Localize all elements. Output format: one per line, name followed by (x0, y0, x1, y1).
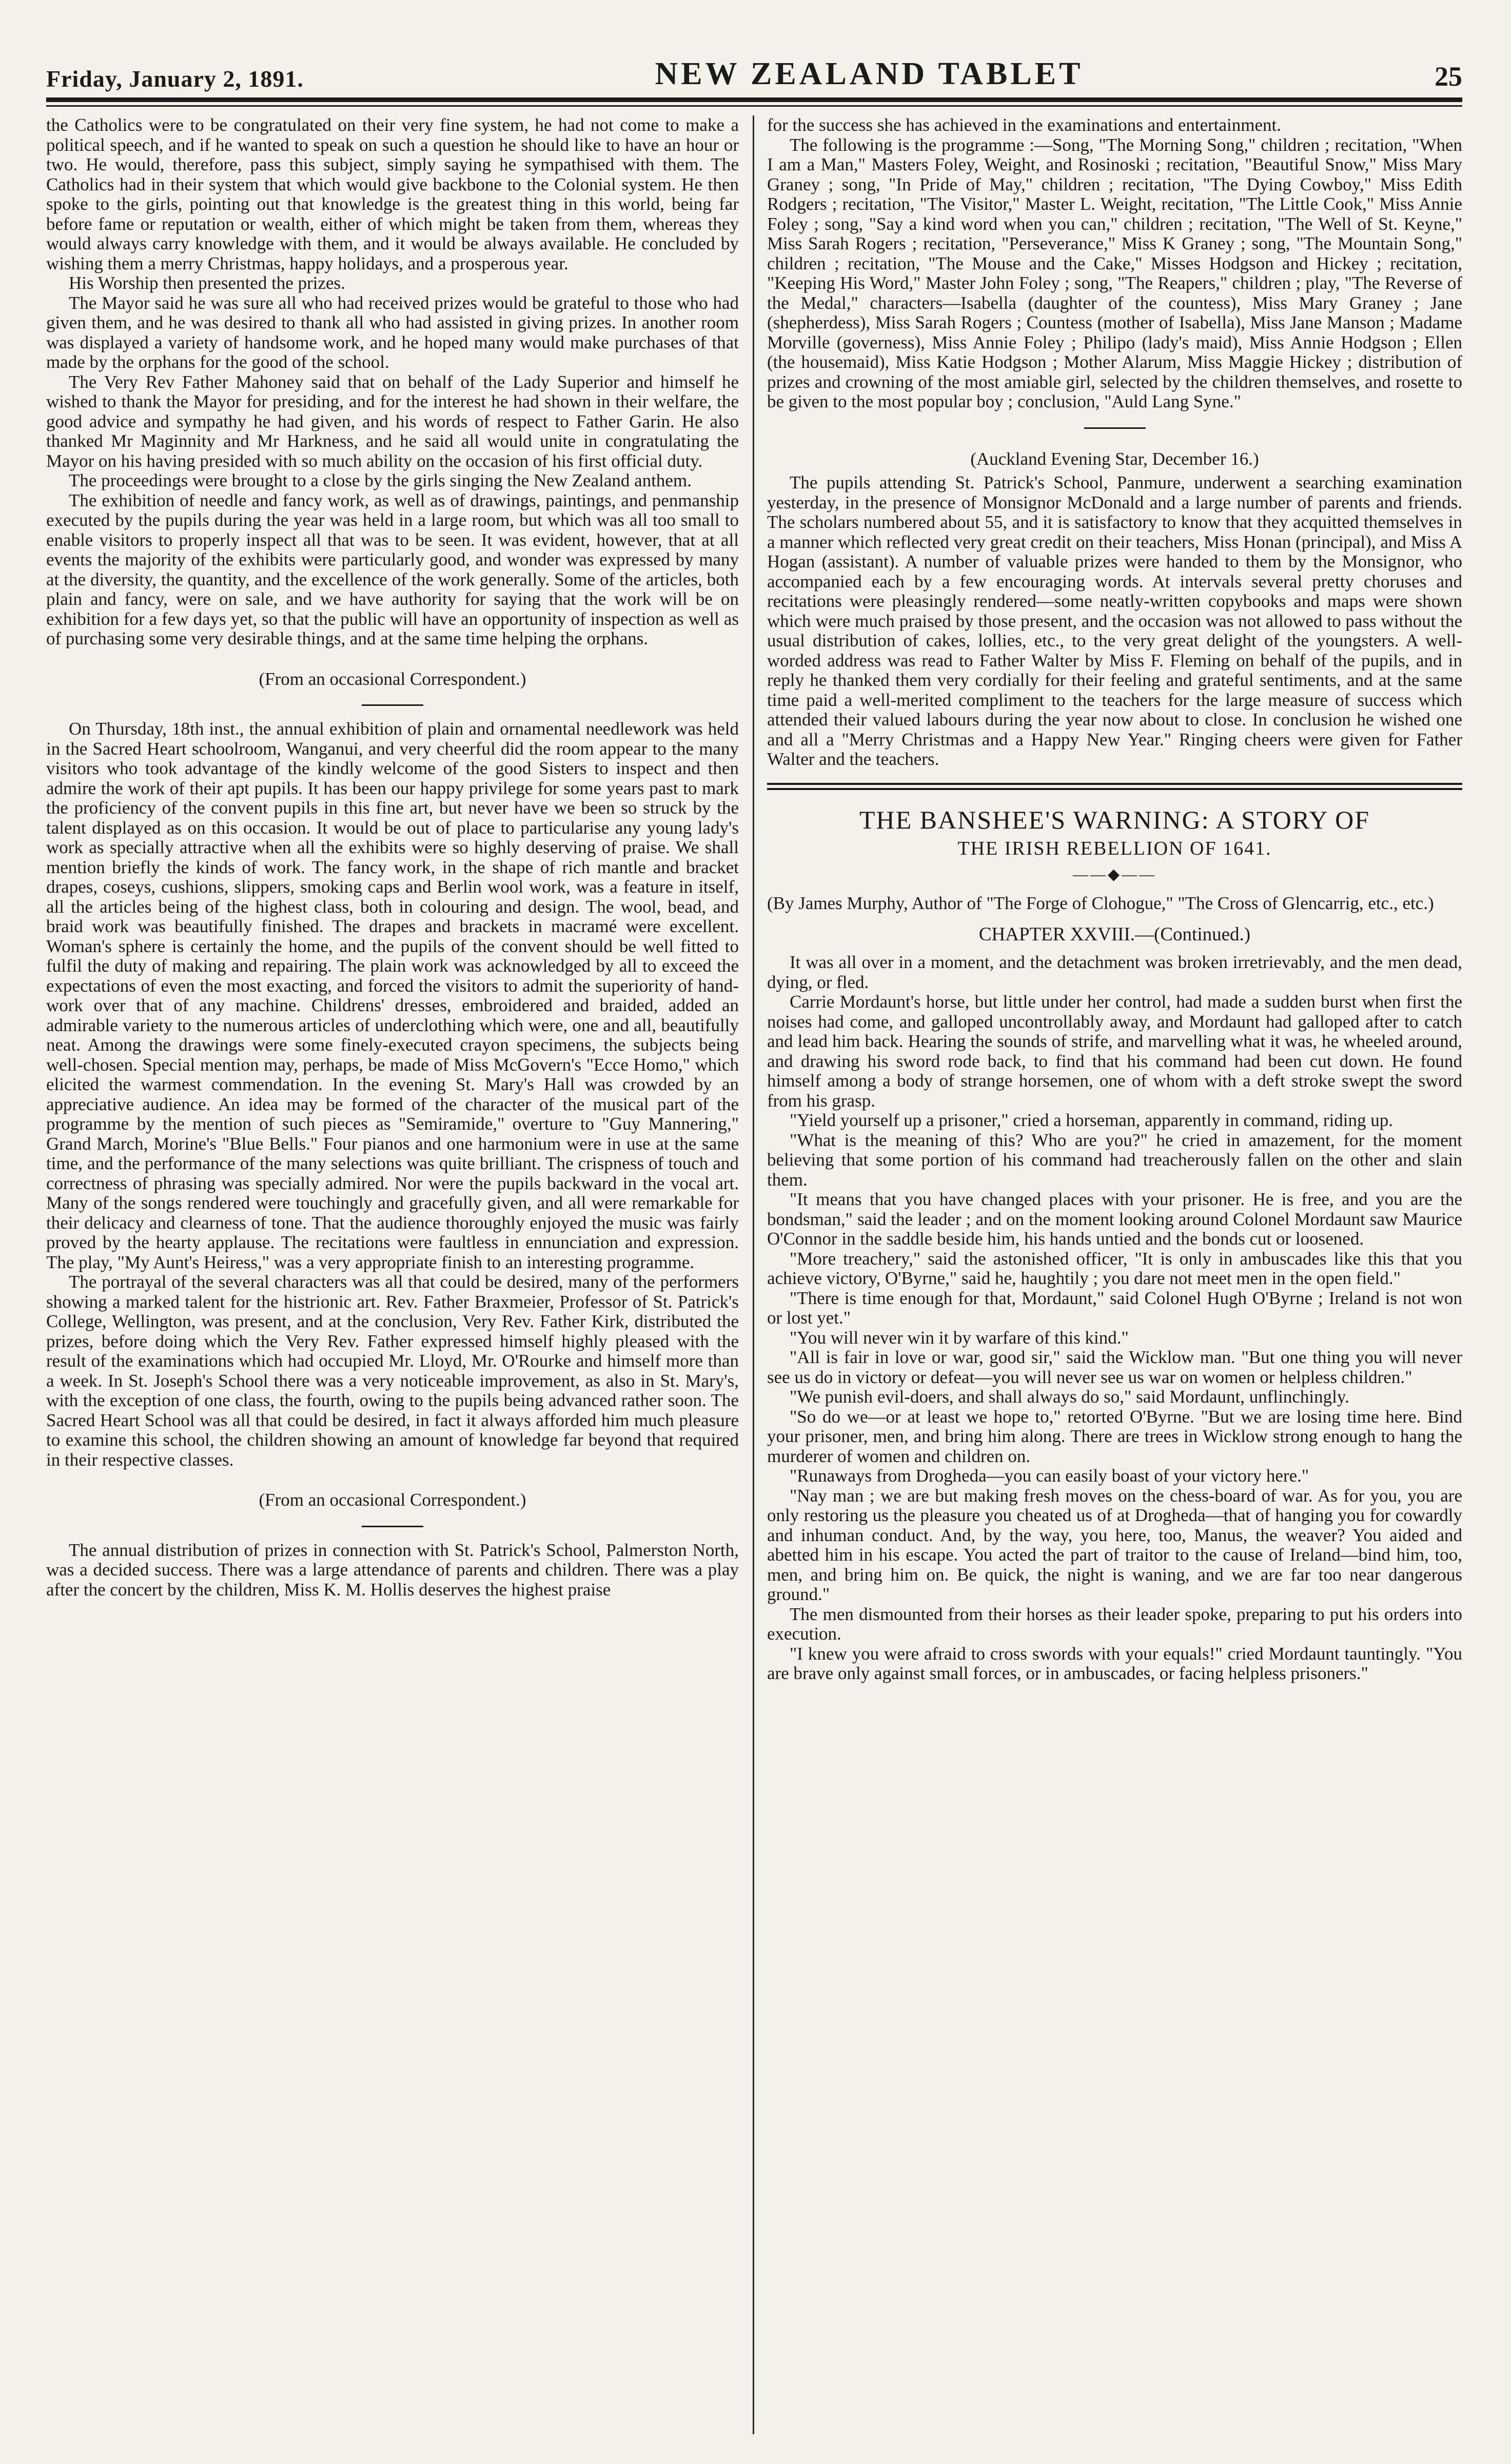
story-paragraph: "It means that you have changed places with your prisoner. He is free, and you are the bondsman," said the leader ; and on the moment looking around Colonel Mordaunt saw Maurice O'Connor in the saddle beside him, his hands untied and the bonds cut or loosened. (767, 1189, 1462, 1249)
correspondent-dateline: (From an occasional Correspondent.) (259, 668, 526, 689)
story-paragraph: "I knew you were afraid to cross swords with your equals!" cried Mordaunt tauntingly. "You are brave only against small forces, or in ambuscades, or facing helpless prisoners." (767, 1643, 1462, 1683)
story-paragraph: "Runaways from Drogheda—you can easily boast of your victory here." (790, 1466, 1309, 1486)
masthead (46, 36, 1462, 92)
article-paragraph: His Worship then presented the prizes. (69, 273, 345, 293)
article-paragraph: The proceedings were brought to a close by the girls singing the New Zealand anthem. (69, 470, 692, 490)
section-rule (362, 704, 423, 706)
story-paragraph: "We punish evil-doers, and shall always do so," said Mordaunt, unflinchingly. (790, 1387, 1349, 1407)
story-paragraph: "Yield yourself up a prisoner," cried a horseman, apparently in command, riding up. (790, 1110, 1394, 1130)
auckland-dateline: (Auckland Evening Star, December 16.) (970, 448, 1259, 469)
issue-date: Friday, January 2, 1891. (46, 66, 304, 92)
article-paragraph: The portrayal of the several characters was all that could be desired, many of the performers showing a marked talent for the histrionic art. Rev. Father Braxmeier, Professor of St. Patrick's College, Wellington, was present, and at the conclusion, Very Rev. Father Kirk, distributed the prizes, before doing which the Very Rev. Father expressed himself highly pleased with the result of the examinations which had occupied Mr. Lloyd, Mr. O'Rourke and himself more than a week. In St. Joseph's School there was a very noticeable improvement, as also in St. Mary's, with the exception of one class, the fourth, owing to the pupils being advanced rather soon. The Sacred Heart School was all that could be desired, in fact it always afforded him much pleasure to examine this school, the children showing an amount of knowledge far beyond that required in their respective classes. (46, 1272, 739, 1470)
story-paragraph: The men dismounted from their horses as their leader spoke, preparing to put his orders into execution. (767, 1604, 1462, 1644)
story-paragraph: "What is the meaning of this? Who are you?" he cried in amazement, for the moment believing that some portion of his command had treacherously fallen on the other and slain them. (767, 1130, 1462, 1190)
story-paragraph: "There is time enough for that, Mordaunt," said Colonel Hugh O'Byrne ; Ireland is not won or lost yet." (767, 1288, 1462, 1328)
masthead-rule-thick (46, 97, 1462, 102)
masthead-rule-thin (46, 105, 1462, 107)
story-paragraph: "All is fair in love or war, good sir," said the Wicklow man. "But one thing you will never see us do in victory or defeat—you will never see us war on women or helpless children." (767, 1347, 1462, 1387)
story-paragraph: "So do we—or at least we hope to," retorted O'Byrne. "But we are losing time here. Bind your prisoner, men, and bring him along. There are trees in Wicklow strong enough to hang the murderer of women and children on. (767, 1406, 1462, 1466)
chapter-heading: CHAPTER XXVIII.—(Continued.) (978, 923, 1251, 945)
story-byline: (By James Murphy, Author of "The Forge of Clohogue," "The Cross of Glencarrig, etc., etc.) (767, 893, 1434, 913)
right-column (767, 115, 1462, 2439)
article-paragraph: for the success she has achieved in the examinations and entertainment. (767, 115, 1282, 135)
story-subheadline: THE IRISH REBELLION OF 1641. (957, 837, 1272, 859)
programme-paragraph: The following is the programme :—Song, "The Morning Song," children ; recitation, "When I am a Man," Masters Foley, Weight, and Rosinoski ; recitation, "Beautiful Snow," Miss Mary Graney ; song, "In Pride of May," children ; recitation, "The Dying Cowboy," Miss Edith Rodgers ; recitation, "The Visitor," Master L. Weight, recitation, "The Little Cook," Miss Annie Foley ; song, "Say a kind word when you can," children ; recitation, "The Well of St. Keyne," Miss Sarah Rogers ; recitation, "Perseverance," Miss K Graney ; song, "The Mountain Song," children ; recitation, "The Mouse and the Cake," Misses Hodgson and Hickey ; recitation, "Keeping His Word," Master John Foley ; song, "The Reapers," children ; play, "The Reverse of the Medal," characters—Isabella (daughter of the countess), Miss Mary Graney ; Jane (shepherdess), Miss Sarah Rogers ; Countess (mother of Isabella), Miss Jane Manson ; Madame Morville (governess), Miss Annie Foley ; Philipo (lady's maid), Miss Annie Hodgson ; Ellen (the housemaid), Miss Katie Hodgson ; Mother Alarum, Miss Maggie Hickey ; distribution of prizes and crowning of the most amiable girl, selected by the children themselves, and rosette to be given to the most popular boy ; conclusion, "Auld Lang Syne." (767, 134, 1462, 411)
article-paragraph: The Mayor said he was sure all who had received prizes would be grateful to those who had given them, and he was desired to thank all who had assisted in giving prizes. In another room was displayed a variety of handsome work, and he hoped many would make purchases of that made by the orphans for the good of the school. (46, 292, 739, 372)
left-column (46, 115, 739, 2439)
article-paragraph: The Very Rev Father Mahoney said that on behalf of the Lady Superior and himself he wished to thank the Mayor for presiding, and for the interest he had shown in their welfare, the good advice and sympathy he had given, and his words of respect to Father Garin. He also thanked Mr Maginnity and Mr Harkness, and he said all would unite in congratulating the Mayor on his having presided with so much ability on the occasion of his first official duty. (46, 371, 739, 471)
story-paragraph: "Nay man ; we are but making fresh moves on the chess-board of war. As for you, you are only restoring us the pleasure you cheated us of at Drogheda—that of hanging you for cowardly and inhuman conduct. And, by the way, you here, too, Manus, the weaver? You aided and abetted him in his escape. You acted the part of traitor to the cause of Ireland—bind him, too, men, and bring him on. Be quick, the night is waning, and we are far too near dangerous ground." (767, 1485, 1462, 1604)
newspaper-title: NEW ZEALAND TABLET (655, 56, 1084, 91)
section-rule (1084, 427, 1146, 429)
column-divider (753, 115, 754, 2434)
story-paragraph: "You will never win it by warfare of this kind." (790, 1327, 1129, 1348)
story-paragraph: Carrie Mordaunt's horse, but little under her control, had made a sudden burst when first the noises had come, and galloped uncontrollably away, and Mordaunt had galloped after to catch and lead him back. Hearing the sounds of strife, and marvelling what it was, he wheeled around, and drawing his sword rode back, to find that his command had been cut down. He found himself among a body of strange horsemen, one of whom with a deft stroke swept the sword from his grasp. (767, 992, 1462, 1111)
section-rule (362, 1526, 423, 1527)
story-paragraph: It was all over in a moment, and the detachment was broken irretrievably, and the men dead, dying, or fled. (767, 952, 1462, 992)
article-paragraph: The annual distribution of prizes in connection with St. Patrick's School, Palmerston North, was a decided success. There was a large attendance of parents and children. There was a play after the concert by the children, Miss K. M. Hollis deserves the highest praise (46, 1540, 739, 1600)
correspondent-dateline: (From an occasional Correspondent.) (259, 1490, 526, 1510)
article-paragraph: The exhibition of needle and fancy work, as well as of drawings, paintings, and penmanship executed by the pupils during the year was held in a large room, but which was all too small to enable visitors to properly inspect all that was to be seen. It was evident, however, that at all events the majority of the exhibits were particularly good, and wonder was expressed by many at the diversity, the quantity, and the excellence of the work generally. Some of the articles, both plain and fancy, were on sale, and we have authority for saying that the work will be on exhibition for a few days yet, so that the public will have an opportunity of inspection as well as of purchasing some very desirable things, and at the same time helping the orphans. (46, 490, 739, 648)
story-separator (767, 783, 1462, 790)
article-paragraph: The pupils attending St. Patrick's School, Panmure, underwent a searching examination yesterday, in the presence of Monsignor McDonald and a large number of parents and friends. The scholars numbered about 55, and it is satisfactory to know that they acquitted themselves in a manner which reflected very great credit on their teachers, Miss Honan (principal), and Miss A Hogan (assistant). A number of valuable prizes were handed to them by the Monsignor, who accompanied each by a few encouraging words. At intervals several pretty choruses and recitations were pleasingly rendered—some neatly-written copybooks and maps were shown which were much praised by those present, and the occasion was not allowed to pass without the usual distribution of cakes, lollies, etc., to the very great delight of the youngsters. A well-worded address was read to Father Walter by Miss F. Fleming on behalf of the pupils, and in reply he thanked them very cordially for their feeling and grateful sentiments, and at the same time paid a well-merited compliment to the teachers for the large measure of success which attended their valued labours during the year now about to close. In conclusion he wished one and all a "Merry Christmas and a Happy New Year." Ringing cheers were given for Father Walter and the teachers. (767, 472, 1462, 769)
story-headline: THE BANSHEE'S WARNING: A STORY OF (859, 805, 1370, 834)
page-number: 25 (1435, 61, 1462, 92)
story-paragraph: "More treachery," said the astonished officer, "It is only in ambuscades like this that you achieve victory, O'Byrne," said he, haughtily ; you dare not meet men in the open field." (767, 1248, 1462, 1288)
article-paragraph: On Thursday, 18th inst., the annual exhibition of plain and ornamental needlework was held in the Sacred Heart schoolroom, Wanganui, and very cheerful did the room appear to the many visitors who took advantage of the kindly welcome of the good Sisters to inspect and then admire the work of their apt pupils. It has been our happy privilege for some years past to mark the proficiency of the convent pupils in this fine art, but never have we been so struck by the talent displayed as on this occasion. It would be out of place to particularise any young lady's work as specially attractive when all the exhibits were so highly deserving of praise. We shall mention briefly the kinds of work. The fancy work, in the shape of rich mantle and bracket drapes, coseys, cushions, slippers, smoking caps and Berlin wool work, was a feature in itself, all the articles being of the highest class, both in colouring and design. The wool, bead, and braid work was beautifully finished. The drapes and brackets in macramé were excellent. Woman's sphere is certainly the home, and the pupils of the convent should be well fitted to fulfil the duty of making and repairing. The plain work was acknowledged by all to exceed the expectations of even the most exacting, and forced the visitors to admit the superiority of hand-work over that of any machine. Childrens' dresses, embroidered and braided, added an admirable variety to the numerous articles of underclothing which were, one and all, beautifully neat. Among the drawings were some finely-executed crayon specimens, the subjects being well-chosen. Special mention may, perhaps, be made of Miss McGovern's "Ecce Homo," which elicited the warmest commendation. In the evening St. Mary's Hall was crowded by an appreciative audience. An idea may be formed of the character of the musical part of the programme by the mention of such pieces as "Semiramide," overture to "Guy Mannering," Grand March, Morine's "Blue Bells." Four pianos and one harmonium were in use at the same time, and the performance of the many selections was quite brilliant. The crispness of touch and correctness of phrasing was specially admired. Nor were the pupils backward in the vocal art. Many of the songs rendered were touchingly and gracefully given, and all were remarkable for their delicacy and clearness of tone. That the audience thoroughly enjoyed the music was fairly proved by the hearty applause. The recitations were faultless in ennunciation and expression. The play, "My Aunt's Heiress," was a very appropriate finish to an interesting programme. (46, 719, 739, 1272)
article-paragraph: the Catholics were to be congratulated on their very fine system, he had not come to make a political speech, and if he wanted to speak on such a question he should like to have an hour or two. He would, therefore, pass this subject, simply saying he sympathised with them. The Catholics had in their system that which would give backbone to the Colonial system. He then spoke to the girls, pointing out that knowledge is the greatest thing in this world, being far before fame or reputation or wealth, either of which might be taken from them, whereas they would always carry knowledge with them, and it would be always available. He concluded by wishing them a merry Christmas, happy holidays, and a prosperous year. (46, 115, 739, 273)
ornament-divider: ——◆—— (1072, 865, 1157, 883)
